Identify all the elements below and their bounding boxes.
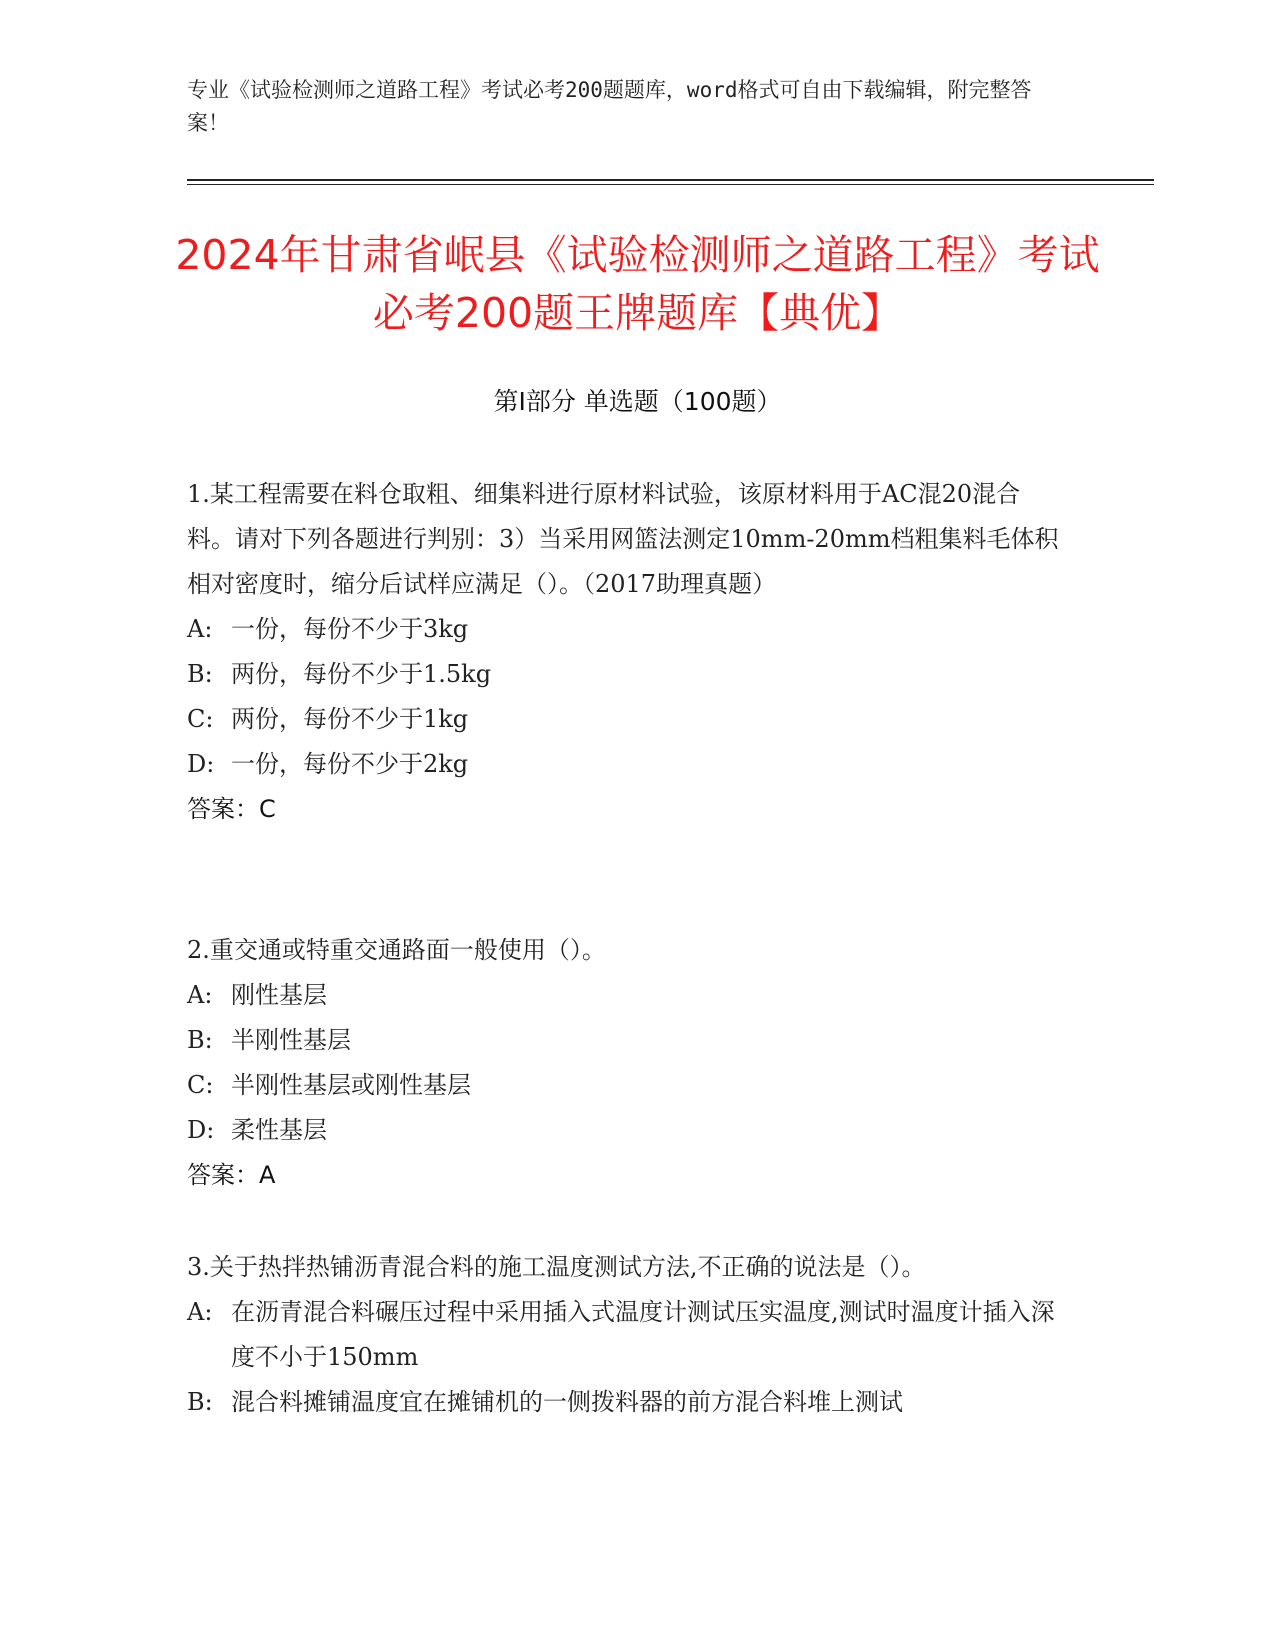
option-b [187, 1380, 1067, 1425]
document-title: 2024年甘肃省岷县《试验检测师之道路工程》考试必考200题王牌题库【典优】 [175, 231, 1100, 337]
option-text: 混合料摊铺温度宜在摊铺机的一侧拨料器的前方混合料堆上测试 [231, 1388, 903, 1416]
option-letter: A: [187, 1298, 213, 1326]
option-letter: B: [187, 1388, 213, 1416]
option-letter: A: [187, 615, 213, 643]
option-a [187, 1290, 1067, 1380]
option-text: 两份，每份不少于1kg [231, 705, 469, 733]
question-stem: 1.某工程需要在料仓取粗、细集料进行原材料试验，该原材料用于AC混20混合料。请对下列各题进行判别：3）当采用网篮法测定10mm-20mm档粗集料毛体积相对密度时，缩分后试样应满足（）。（2017助理真题） [187, 480, 1059, 598]
header-divider-thin [187, 184, 1154, 185]
option-a [187, 607, 1067, 652]
option-b [187, 1018, 1067, 1063]
answer: 答案：C [187, 795, 276, 823]
question-stem: 2.重交通或特重交通路面一般使用（）。 [187, 936, 606, 964]
header-divider-thick [187, 179, 1154, 181]
option-text: 一份，每份不少于3kg [231, 615, 469, 643]
option-letter: B: [187, 1026, 213, 1054]
option-c [187, 697, 1067, 742]
option-c [187, 1063, 1067, 1108]
header-note: 专业《试验检测师之道路工程》考试必考200题题库，word格式可自由下载编辑，附完整答案！ [187, 78, 1032, 135]
option-d [187, 742, 1067, 787]
option-b [187, 652, 1067, 697]
answer: 答案：A [187, 1161, 276, 1189]
option-text: 柔性基层 [231, 1116, 327, 1144]
question-1 [187, 472, 1067, 832]
option-text: 半刚性基层或刚性基层 [231, 1071, 471, 1099]
question-3 [187, 1245, 1067, 1425]
question-2 [187, 928, 1067, 1198]
option-letter: D: [187, 750, 215, 778]
option-letter: A: [187, 981, 213, 1009]
option-letter: C: [187, 705, 214, 733]
option-letter: D: [187, 1116, 215, 1144]
option-letter: C: [187, 1071, 214, 1099]
question-stem: 3.关于热拌热铺沥青混合料的施工温度测试方法,不正确的说法是（）。 [187, 1253, 926, 1281]
option-text: 两份，每份不少于1.5kg [231, 660, 492, 688]
section-heading: 第Ⅰ部分 单选题（100题） [493, 387, 782, 416]
option-text: 在沥青混合料碾压过程中采用插入式温度计测试压实温度,测试时温度计插入深度不小于150mm [231, 1298, 1055, 1371]
option-text: 一份，每份不少于2kg [231, 750, 469, 778]
option-d [187, 1108, 1067, 1153]
option-letter: B: [187, 660, 213, 688]
option-text: 半刚性基层 [231, 1026, 351, 1054]
option-a [187, 973, 1067, 1018]
option-text: 刚性基层 [231, 981, 327, 1009]
